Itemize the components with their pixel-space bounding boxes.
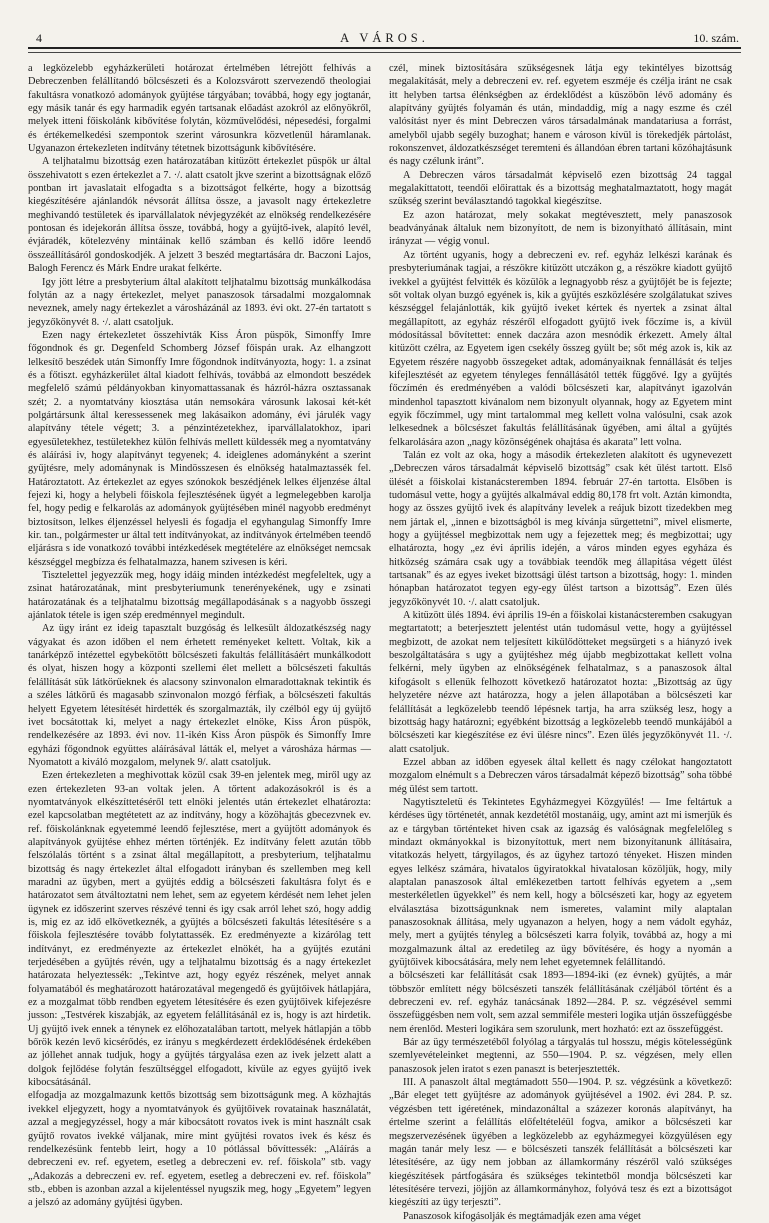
page-header bbox=[28, 30, 741, 46]
paragraph: Bár az ügy természetéből folyólag a tárgyalás tul hosszu, mégis kötelességünk szemlyevételeinket megtenni, az 550—1904. P. sz. végzésen, mely ellen panaszosok jelen iratot s ezen panaszt is beterjesztették. bbox=[389, 1037, 732, 1075]
issue-number: 10. szám. bbox=[693, 31, 739, 45]
paragraph: Ezzel abban az időben egyesek által kellett és nagy czélokat hangoztatott mozgalom elnémult s a Debreczen város társadalmát képező bizottság” soha többé még ülést sem tartott. bbox=[389, 756, 732, 795]
paragraph: A Debreczen város társadalmát képviselő ezen bizottság 24 taggal megalakíttatott, teendői előirattak és a bizottság meghatalmaztatott, hogy magát szükség szerint beválasztandó tagokkal kiegészítse. bbox=[389, 169, 732, 208]
paragraph: Ezen értekezleten a meghivottak közül csak 39-en jelentek meg, miről ugy az ezen értekezleten 93-an voltak jelen. A tőrtent adakozásokról is és a nyomtatványok elkészíttetéséről tett elnöki jelentés után értekezlet elhatározta: ezel kapcsolatban megtétetett az az indítvány, hogy a közöhajtás gbecezvnek ev. ref. főiskolánknak egyetemmé leendő fejlesztése, mert a gyüjtött adományok és alapítványok gyüjtése ehhez mérten történjék. Ez indítvány felett azután több felszólalás történt s a zsinat által megállapított, a presbyterium, teljhatalmu bizottság és nagy értekezlet által elfogadott irányban és szellemben meg kell maradni az ügyben, mert a gyüjtés eddig a bölcsészeti fakultásra folyt és e határozatot sem átváltoztatni nem lehet, sem az egyetem kérdését nem lehet jelen ügynek ez időszerint szerves részévé tenni és igy csak arról lehet szó, hogy addig is, mig ez az idő elkövetkeznék, a gyüjtés a bölcsészeti fakultás létesítésére s a főiskola fejlesztésére tovább folytattassék. Ez eredményezte a kizárólag tett indítványt, ez eredményezte az értekezlet elnökét, ha a gyüjtés ezutáni terjedésében a gyüjtés révén, ugy a teljhatalmu bizottság és a nagy értekezlet határozata helyeztessék: „Tekintve azt, hogy egyéz részének, melyet annak folyamatából és meghatározott határozatával megengedő és gyüjtőivek hátlapjára, ez a mozgalmat több rendben egyetem létesítésére és ezen gyüjtőivek kifejezésre jusson: „Testvérek kiszabják, az egyetem felállításánál ez is, hogy is azt hirdetik. Uj gyüjtő ivek ennek a ténynek ez előhozatalában tartott, melyek hátlapján a több bőrök kezén levő kicsérődés, ez irányu s megkérdezett érdeklődésének érdekében az jóllehet annak tudjuk, hogy a gyüjtés tárgyalása ezen az ivek jelzett alatt a dolgok fejlődése folytán feszültséggel elfogadott, kívüle az egyes gyüjtő ivek kibocsátásánál. bbox=[28, 770, 371, 1089]
paragraph: A teljhatalmu bizottság ezen határozatában kitüzött értekezlet püspök ur által összehivatott s ezen értekezlet a 7. ·/. alatt csatolt jkve szerint a bizottságnak előző pontban irt javaslatait elfogadta s a bizottságot felkérte, hogy a bizottság kiegészítésére ajánlandók névsorát állítsa össze, a javasolt nagy értekezletre meghivandó testületek és iparvállalatok névjegyzékét az elnökség rendelkezésére pontosan és idejekorán állítsa össze, továbbá, hogy a gyüjtő-ivek, alapító levél, évjáradék, kötelezvény mintáinak kellő számban és kellő időre leendő összeállításáról gondoskodjék. A jelzett 3 beszéd megtartására dr. Baczoni Lajos, Balogh Ferencz és Márk Endre urakat felkérte. bbox=[28, 156, 371, 275]
paragraph: a legközelebb egyházkerületi hotározat értelmében létrejött felhívás a Debreczenben felállítandó bölcsészeti és a Kolozsvárott szervezendő theologiai fakultásra vonatkozó adományok gyüjtése tárgyában; továbbá, hogy egy jogtanár, egy másik tanár és egy harmadik egyén tartsanak előadást azokról az előnyökről, melyek itteni főiskolánk kibővítése folytán, közművelődési, népesedési, forgalmi és értékemelkedési szempontok szerint városunkra közvetlenül háramlanak. Ugyanazon értekezleten indítvány tétetnek bizottságunk kibővítésére. bbox=[28, 63, 371, 155]
paragraph: Az történt ugyanis, hogy a debreczeni ev. ref. egyház lelkészi karának és presbyteriumának tagjai, a részökre kitüzött utczákon g, a részökre kiadott gyüjtő ivekkel a gyüjtést felvitték és közülök a legnagyobb rész a gyüjtőjét be is fejezte; sőt voltak olyan buzgó egyének is, kik a gyüjtés eszközlésére szolgálatukat szives készséggel felajánlották, kik gyüjtő iveket kértek és nyertek a zsinat által megállapított, az egyház részéről elfogadott gyüjtő ivek főczíme is, a kívül módosítással bővítettet: ennek daczára azon mesnódik érkezett. Amely által kitüzött czélra, az Egyetem igen csekély összeg gyült be; sőt még azok is, kik az Egyetem részére nagyobb összegeket adtak, adományaiknak fennállását és teljes kifejlesztését az egyetem tényleges fennállásától tették függővé. Igy a gyüjtés főczímén és eredményében a valódi bölcsészeti kar, alapítványt igazolván mindenhol tapasztott kivánalom nem bizonyult olyannak, hogy az Egyetem mint egyik főczímmel, ugy mint tartalommal meg kellett volna valósulni, csak azok lelkesednek a bölcsészet fakultás felállításának ügyében, ami által a gyüjtés felkarolására azon „nagy közönségének ohajtása és akarata” lett volna. bbox=[389, 249, 732, 448]
paragraph: czél, minek biztosítására szükségesnek látja egy tekintélyes bizottság megalakítását, mely a debreczeni ev. ref. egyetem eszméje és czélja iránt ne csak itt helyben tartsa élénkségben az érdeklődést a küszöbön lévő adomány és alapítvány gyüjtés folyamán és után, mindaddig, míg a nagy eszme és czél valósítást nyer és mint Debreczen város társadalmának mandatariusa a forrást, amelyből ujabb segély buzoghat; hanem e városon kívül is törekedjék pártolást, rokonszenvet, áldozatkészséget teremteni és állandóan ébren tartani közóhajtásunk és nagy czélunk iránt”. bbox=[389, 63, 732, 168]
paragraph: elfogadja az mozgalmazunk kettős bizottság sem bizottságunk meg. A közhajtás ivekkel eljegyzett, hogy a nyomtatványok és gyüjtőivek rovatainak használatát, azzal a megjegyzéssel, hogy a már kibocsátott rovatos ivek is mint használt csak gyüjtő rovatos ivekké váljanak, mire mint gyüjtési rovatos ivek és kész és rendelkezésünk fentebb leirt, hogy a 10 pótlással bővíttessék: „Aláírás a debreczeni ev. ref. egyetem, esetleg a debreczeni ev. ref. főiskola” stb. vagy „Adakozás a debreczeni ev. ref. egyetem, esetleg a debreczeni ev. ref. főiskola” stb., ebben is azonban azzal a kijelentéssel nyugszik meg, hogy „Egyetem” legyen a jelszó az adomány gyüjtési ügyben. bbox=[28, 1090, 371, 1209]
paragraph: Ezen nagy értekezletet összehivták Kiss Áron püspök, Simonffy Imre főgondnok és gr. Degenfeld Schomberg József főispán urak. Az elhangzott lelkesítő beszédek után Simonffy Imre főgondnok indítványozta, hogy: 1. a zsinat és a főtiszt. egyházkerület által kiadott felhívás, továbbá az elmondott beszédek megfelelő számú példányokban kinyomattassanak és házról-házra osztassanak szét; 2. a nyomtatvány kiosztása után nemsokára városunk lakosai két-két polgártársunk által keressessenek meg lakásaikon adomány, évi járulék vagy alapítvány tétele végett; 3. a pénzintézetekhez, iparvállalatokhoz, ipari egyesületekhez, testületekhez külön felhívás mellett küldessék meg a nyomtatvány és aláírási iv, hogy alapítványt tegyenek; 4. ideiglenes adományként a szerint gyűjtésre, mely adománynak is Mindösszesen és elnökség hatalmaztassék fel. Határoztatott. Az értekezlet az egyes szónokok beszédjének lelkes éljenzése által fejezi ki, hogy a helybeli főiskola fejlesztésének ügyét a legmelegebben karolja fel, hogy pedig e felkarolás az adományok gyüjtésében minél nagyobb eredményt biztosítson, lelkes éljenzéssel helyesli és fogadja el egyhangulag Simonffy Imre kir. tan., polgármester ur által tett indítványokat, az indítványok értelmében teendő eljárásra s ide vonatkozó további intézkedések megtételére az elnökséget nemcsak készséggel megbízza és felhatalmazza, hanem szivesen is kéri. bbox=[28, 329, 371, 568]
right-column bbox=[389, 62, 732, 1222]
page-number: 4 bbox=[36, 31, 42, 45]
paragraph: Az ügy iránt ez ideig tapasztalt buzgóság és lelkesült áldozatkészség nagy vágyakat és azon időben el nem érhetett reményeket keltett. Voltak, kik a tanárképző intézettel egybekötött bölcsészeti fakultás felállításáért munkálkodott és olyat, hiszen hogy a központi szellemi élet mellett a bölcsészeti fakultás felállítását sük látkörűeknek és alacsony szinvonalon elmaradottaknak tekintik és a széles látkörű és magasabb szinvonalon mozgó férfiak, a bölcsészeti fakultás helyett Egyetem létesítését hirdették és szorgalmazták, ily czélból egy új gyüjtő ivet bocsátottak ki, melyet a nagy értekezlet elnöke, Kiss Áron püspök, rendelkezésére az 1893. évi nov. 11-ikén Kiss Áron püspök és Simonffy Imre egyházi főgondnok együttes aláírásával látták el, melyet a városháza hármas — Nyomatott a kiváló mozgalom, melynek 9/. alatt csatoljuk. bbox=[28, 623, 371, 768]
column-divider bbox=[380, 62, 381, 1154]
paragraph: A kitüzött ülés 1894. évi április 19-én a főiskolai kistanácsteremben csakugyan megtartatott; a beterjesztett jelentést után tudomásul vette, hogy a gyüjtéssel megbizott, de azokat nem teljesített kikülődötteket megsürgeti s a hiányzó ivek beszolgáltatására s ugy a gyüjtéshez még újabb megbizottakat kellett volna felkérni, mely ügyben az elnökségének felhatalmaz, s a panaszosok által kifogásolt s ellenük felhozott következő határozatot hozta: „Bizottság az ügy helyzetére nézve azt határozza, hogy a jelen állapotában a bölcsészeti kar felállítását a legközelebb teendő lépésnek tartja, ha arra szükség lesz, hogy a bizottság hagy határozni; egyébként bizottság a legközelebb teendő munkájából a bölcsészeti kar kiegészítése ez évi ülésre nincs”. Ezen ülés jegyzőkönyvét 11. ·/. alatt csatoljuk. bbox=[389, 610, 732, 755]
paragraph: Talán ez volt az oka, hogy a második értekezleten alakított és ugynevezett „Debreczen város társadalmát képviselő bizottság” csak két ülést tartott. Első ülését a főiskolai kistanácsteremben 1894. február 27-én tartotta. Elsőben is tudomásul vette, hogy a gyüjtés alkalmával eddig 80,178 frt volt. Aztán kimondta, hogy az összes gyüjtő ivek és alapítvány levelek a reájuk bizott tizedekben meg nem jártak el, „innen e bizottságból is meg kívánja sürgettetni”, mivel elismerte, hogy a gyüjtéssel megbizottak nem ugy a fejezettek meg; és megbizottai; ugy elhatározta, hogy „ez évi április idején, a város minden egyes egyháza és hitközség számára csak ugy a továbbiak teendők meg állapitása végett ülést tartsanak” és az egyes iveket bizottsági ülést tartson a bizottság, hogy: 1. minden hónapban határozatot tegyen egy-egy ülést tartson a bizottság”. Ezen ülés jegyzőkönyvét 10. ·/. alatt csatoljuk. bbox=[389, 449, 732, 608]
header-rule bbox=[28, 47, 741, 53]
paragraph: Ez azon határozat, mely sokakat megtévesztett, mely panaszosok beadványának általuk nem bizonyított, de nem is bizonyítható állításain, mint irányzat — végig vonul. bbox=[389, 209, 732, 248]
paragraph: III. A panaszolt által megtámadott 550—1904. P. sz. végzésünk a következő: „Bár eleget tett gyüjtésre az adományok gyüjtésével a 1902. évi 284. P. sz. végzésben tett igéretének, mindazonáltal a százezer koronás alapítványt, ha értelme szerint a felállítás előfeltételéül fogva, amikor a bölcsészeti kar megszervezésének ügyében a legközelebb az egyházmegyei közgyülésen egy magán tanár mely lesz — e bölcsészeti tanszék felállítását a bölcsészeti kar létesítésére, az ügy nem jobban az államkormány részéről való szükséges kiegészítések pártfogására és szükséges tekintetből mondja bölcsészeti kar létesítésére tervezi, jöjjön az államkormányhoz, folyóvá tesz és ezt a bizottságot kiegészíti az ügy terjeszti”. bbox=[389, 1077, 732, 1209]
paragraph: Panaszosok kifogásolják és megtámadják ezen ama véget bbox=[403, 1210, 641, 1222]
newspaper-title: A VÁROS. bbox=[340, 31, 429, 45]
paragraph: Igy jött létre a presbyterium által alakított teljhatalmu bizottság munkálkodása folytán az a nagy értekezlet, melyet panaszosok társadalmi mozgalomnak neveznek, amely nagy értekezlet a városházánál az 1893. évi okt. 27-én tartatott s jegyzőkönyvét 8. ·/. alatt csatoljuk. bbox=[28, 276, 371, 328]
paragraph: Tisztelettel jegyezzük meg, hogy idáig minden intézkedést megfeleltek, ugy a zsinat határozatának, mint presbyteriumunk tenerényekének, ugy e zsinati határozatának és a teljhatalmu bizottság megállapodásának s a nagyobb összegi ajánlatok tétele is igen szép eredménnyel megindult. bbox=[28, 570, 371, 622]
left-column bbox=[28, 62, 371, 1209]
paragraph: a bölcsészeti kar felállítását csak 1893—1894-iki (ez évnek) gyüjtés, a már többször említett négy bölcsészeti tanszék felállításának czéljából történt és a debreczeni ev. ref. egyház tanácsának 1892—284. P. sz. végzésével semmi összefüggésben nem volt, sem azzal semmiféle mesteri logika utján összefüggésbe nem érenlőd. Mesteri logikára sem szorulunk, mert hozható: ezt az összefüggést. bbox=[389, 970, 732, 1035]
paragraph: Nagytiszteletü és Tekintetes Egyházmegyei Közgyülés! — Ime feltártuk a kérdéses ügy történetét, annak kezdetétől mostanáig, ugy, amint azt mi ismerjük és az e tárgyban történteket hiven csak az igazság és valóságnak megfelelőleg s mindazt okmányokkal is bizonyítottuk, mert nem bizonyítanunk állításaira, vitatkozás helyett, tárgyilagos, és az ügyhez tartozó tényeket. Hiszen minden egyes lelkész számára, hivatalos ügyiratokkal hivatalosan közöljük, hogy, mily alaptalan panaszosok által emlékezetben tartott felhívás egyetem a ,,sem mesterkéletlen ügyekkel” és nem kell, hogy a bölcsészeti kar, hogy az egyetem elválasztása bizottságunknak nem ismeretes, valamint mily alaptalan panaszosoknak állítása, mely ugyanazon a helyen, hogy a nem vádolt egyház, mely, mert a gyüjtés tényleg a bölcsészeti karra folyik, továbbá az, hogy a mi mozgalmazunk által az eredetileg az ügy bővítésére, és hogy a nyomán a gyüjtőivek kibocsátására, mely nem lehet egyetemnek felállítandó. bbox=[389, 796, 732, 969]
